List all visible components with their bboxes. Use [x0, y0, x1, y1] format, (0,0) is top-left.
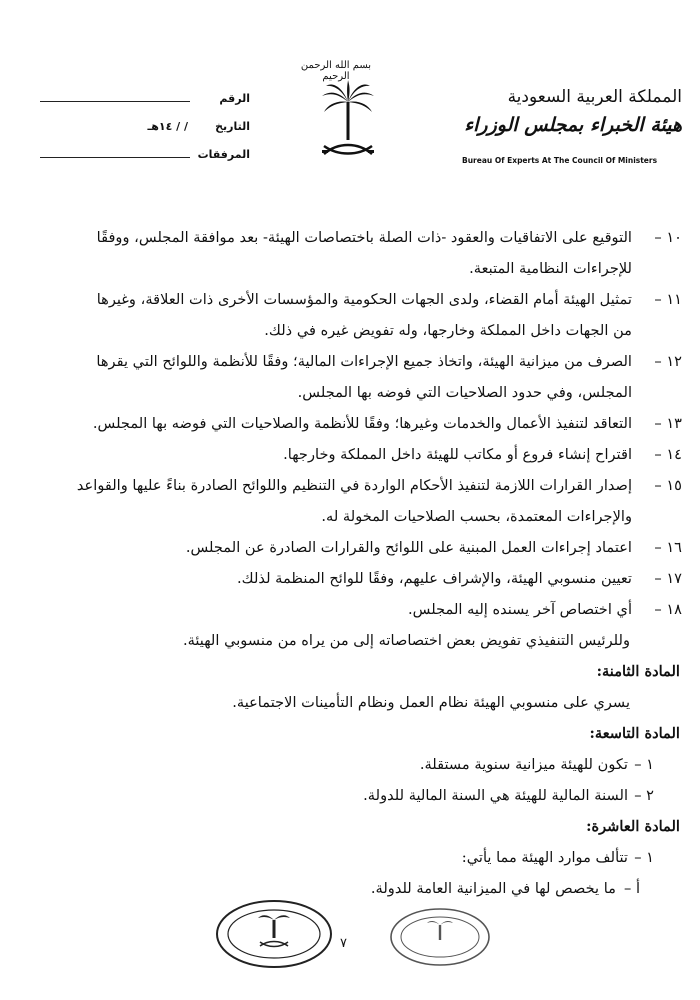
clause-number: ١٥ –	[654, 477, 682, 494]
official-seal-stamp-icon	[214, 898, 334, 970]
clause-number: ١٠ –	[654, 229, 682, 246]
attachments-line	[40, 157, 190, 158]
official-seal-stamp-icon	[388, 906, 492, 968]
clause-number: ١١ –	[654, 291, 682, 308]
organization-block	[462, 86, 682, 138]
clause-number: ١٦ –	[654, 539, 682, 556]
clause-line: إصدار القرارات اللازمة لتنفيذ الأحكام الواردة في التنظيم واللوائح الصادرة بناءً عليها والقواعد	[76, 477, 632, 494]
delegation-note: وللرئيس التنفيذي تفويض بعض اختصاصاته إلى من يراه من منسوبي الهيئة.	[182, 632, 630, 649]
attachments-row	[40, 148, 250, 176]
clause-line: التوقيع على الاتفاقيات والعقود -ذات الصلة باختصاصات الهيئة- بعد موافقة المجلس، ووفقًا	[96, 229, 632, 246]
clause-number: ١٧ –	[654, 570, 682, 587]
clause-line: أي اختصاص آخر يسنده إليه المجلس.	[408, 601, 632, 618]
reference-label: الرقم	[219, 92, 250, 105]
subitem-text: ما يخصص لها في الميزانية العامة للدولة.	[370, 880, 616, 897]
item-number: ٢ –	[634, 787, 654, 804]
reference-line	[40, 101, 190, 102]
clause-number: ١٨ –	[654, 601, 682, 618]
clause-line: اقتراح إنشاء فروع أو مكاتب للهيئة داخل المملكة وخارجها.	[283, 446, 632, 463]
clause-line: تعيين منسوبي الهيئة، والإشراف عليهم، وفقًا للوائح المنظمة لذلك.	[237, 570, 632, 587]
item-text: السنة المالية للهيئة هي السنة المالية للدولة.	[363, 787, 628, 804]
article-9-heading: المادة التاسعة:	[589, 725, 680, 742]
palm-and-swords-emblem-icon	[318, 80, 378, 162]
bureau-name: هيئة الخبراء بمجلس الوزراء	[464, 114, 682, 136]
subitem-letter: أ –	[624, 880, 640, 897]
page-number: ٧	[340, 936, 347, 951]
kingdom-name: المملكة العربية السعودية	[507, 87, 682, 107]
clause-14	[36, 439, 682, 470]
clause-line: التعاقد لتنفيذ الأعمال والخدمات وغيرها؛ وفقًا للأنظمة والصلاحيات التي فوضه بها المجلس.	[92, 415, 632, 432]
item-number: ١ –	[634, 756, 654, 773]
reference-row	[40, 92, 250, 120]
date-value: / / ١٤هـ	[147, 120, 188, 133]
clause-13	[36, 408, 682, 439]
clause-11	[36, 284, 682, 346]
bureau-name-english: Bureau Of Experts At The Council Of Ministers	[462, 156, 658, 165]
clause-18	[36, 594, 682, 625]
clause-number: ١٤ –	[654, 446, 682, 463]
clause-12	[36, 346, 682, 408]
item-text: تتألف موارد الهيئة مما يأتي:	[461, 849, 628, 866]
article-10-item-1	[36, 842, 658, 873]
article-9-item-2	[36, 780, 658, 811]
letterhead	[0, 0, 700, 190]
basmala: بسم الله الرحمن الرحيم	[300, 60, 372, 82]
clause-line: اعتماد إجراءات العمل المبنية على اللوائح والقرارات الصادرة عن المجلس.	[185, 539, 632, 556]
clause-number: ١٣ –	[654, 415, 682, 432]
reference-block	[40, 92, 250, 176]
date-label: التاريخ	[215, 120, 250, 133]
clause-line: تمثيل الهيئة أمام القضاء، ولدى الجهات الحكومية والمؤسسات الأخرى ذات العلاقة، وغيرها	[96, 291, 632, 308]
clause-number: ١٢ –	[654, 353, 682, 370]
attachments-label: المرفقات	[197, 148, 250, 161]
article-9-item-1	[36, 749, 658, 780]
date-row	[40, 120, 250, 148]
clause-17	[36, 563, 682, 594]
clause-10	[36, 222, 682, 284]
clause-line: من الجهات داخل المملكة وخارجها، وله تفويض غيره في ذلك.	[264, 322, 632, 339]
document-body	[36, 222, 682, 904]
item-number: ١ –	[634, 849, 654, 866]
clause-line: للإجراءات النظامية المتبعة.	[469, 260, 632, 277]
clause-16	[36, 532, 682, 563]
article-8-text: يسري على منسوبي الهيئة نظام العمل ونظام التأمينات الاجتماعية.	[232, 694, 630, 711]
article-10-heading: المادة العاشرة:	[586, 818, 680, 835]
article-8-heading: المادة الثامنة:	[596, 663, 680, 680]
article-10-subitem-a	[36, 873, 658, 904]
clause-line: الصرف من ميزانية الهيئة، واتخاذ جميع الإجراءات المالية؛ وفقًا للأنظمة واللوائح التي يقرها	[96, 353, 632, 370]
clause-line: المجلس، وفي حدود الصلاحيات التي فوضه بها المجلس.	[297, 384, 632, 401]
item-text: تكون للهيئة ميزانية سنوية مستقلة.	[419, 756, 628, 773]
clause-line: والإجراءات المعتمدة، بحسب الصلاحيات المخولة له.	[321, 508, 632, 525]
clause-15	[36, 470, 682, 532]
